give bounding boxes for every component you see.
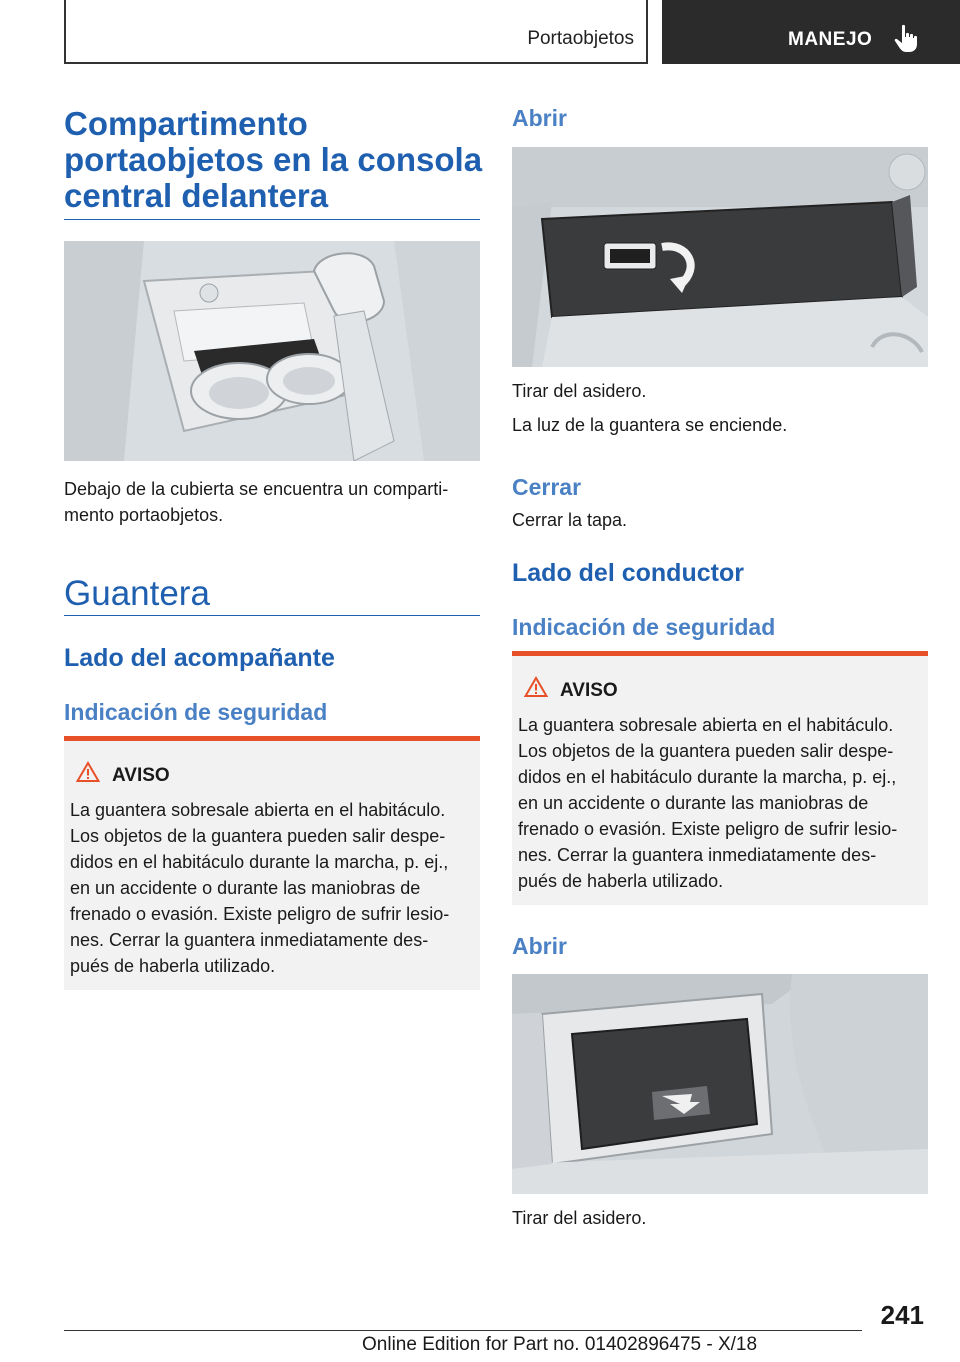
guantera-underline: [64, 615, 480, 616]
guantera-heading: [64, 574, 210, 614]
warning-triangle-icon: [76, 761, 100, 783]
driver-heading: [512, 558, 744, 588]
center-console-figure: [64, 241, 480, 461]
open-step: Tirar del asidero.: [512, 381, 647, 401]
warning-triangle-icon: [524, 676, 548, 698]
title-line-2: portaobjetos en la consola: [64, 141, 483, 178]
passenger-safety-title: Indicación de seguridad: [64, 699, 328, 725]
close-title: Cerrar: [512, 474, 582, 500]
warning-label: AVISO: [112, 765, 170, 786]
header-chapter-tab: [662, 0, 960, 64]
warning-text: [70, 797, 480, 979]
header-chapter-label: MANEJO: [788, 29, 873, 50]
passenger-safety-heading: [64, 698, 327, 726]
guantera-title: Guantera: [64, 574, 210, 613]
open2-title: Abrir: [512, 933, 567, 959]
page-number: 241: [880, 1300, 924, 1330]
driver-safety-title: Indicación de seguridad: [512, 614, 776, 640]
pointing-hand-icon: [894, 24, 920, 54]
warning-box-passenger: [64, 736, 480, 990]
warning-line: La guantera sobresale abierta en el habitáculo.: [70, 800, 446, 820]
footer-edition: Online Edition for Part no. 01402896475 - X/18: [362, 1334, 758, 1355]
close-instructions: [512, 507, 627, 533]
caption-line-2: mento portaobjetos.: [64, 505, 224, 525]
warning-line: en un accidente o durante las maniobras de: [518, 793, 869, 813]
warning-line: nes. Cerrar la guantera inmediatamente des-: [518, 845, 877, 865]
warning-box-driver: [512, 651, 928, 905]
warning-line: La guantera sobresale abierta en el habitáculo.: [518, 715, 894, 735]
close-step: Cerrar la tapa.: [512, 510, 628, 530]
warning-line: Los objetos de la guantera pueden salir despe-: [70, 826, 446, 846]
warning-line: frenado o evasión. Existe peligro de sufrir lesio-: [70, 904, 450, 924]
driver-safety-heading: [512, 613, 775, 641]
glovebox-driver-figure: [512, 974, 928, 1194]
caption-line-1: Debajo de la cubierta se encuentra un comparti-: [64, 479, 449, 499]
open2-heading: [512, 932, 567, 960]
warning-line: pués de haberla utilizado.: [70, 956, 276, 976]
title-underline: [64, 219, 480, 220]
close-heading: [512, 473, 581, 501]
section-title-compartimento: [64, 106, 484, 214]
warning-line: nes. Cerrar la guantera inmediatamente des-: [70, 930, 429, 950]
open2-instructions: [512, 1205, 646, 1231]
header-section-box: [64, 0, 648, 64]
warning-line: frenado o evasión. Existe peligro de sufrir lesio-: [518, 819, 898, 839]
open2-step: Tirar del asidero.: [512, 1208, 647, 1228]
footer-rule: [64, 1330, 862, 1331]
title-line-3: central delantera: [64, 177, 329, 214]
passenger-heading: [64, 643, 335, 673]
open-heading: [512, 104, 567, 132]
open-title: Abrir: [512, 105, 567, 131]
passenger-title: Lado del acompañante: [64, 644, 335, 672]
header-section-title: Portaobjetos: [527, 28, 634, 49]
open-instructions: [512, 378, 932, 438]
title-line-1: Compartimento: [64, 105, 308, 142]
warning-line: Los objetos de la guantera pueden salir despe-: [518, 741, 894, 761]
warning-label: AVISO: [560, 680, 618, 701]
open-note: La luz de la guantera se enciende.: [512, 415, 788, 435]
warning-line: pués de haberla utilizado.: [518, 871, 724, 891]
warning-line: didos en el habitáculo durante la marcha, p. ej.,: [518, 767, 897, 787]
warning-line: en un accidente o durante las maniobras de: [70, 878, 421, 898]
console-caption: [64, 476, 484, 528]
warning-text: [518, 712, 928, 894]
driver-title: Lado del conductor: [512, 559, 744, 587]
glovebox-passenger-figure: [512, 147, 928, 367]
warning-line: didos en el habitáculo durante la marcha, p. ej.,: [70, 852, 449, 872]
